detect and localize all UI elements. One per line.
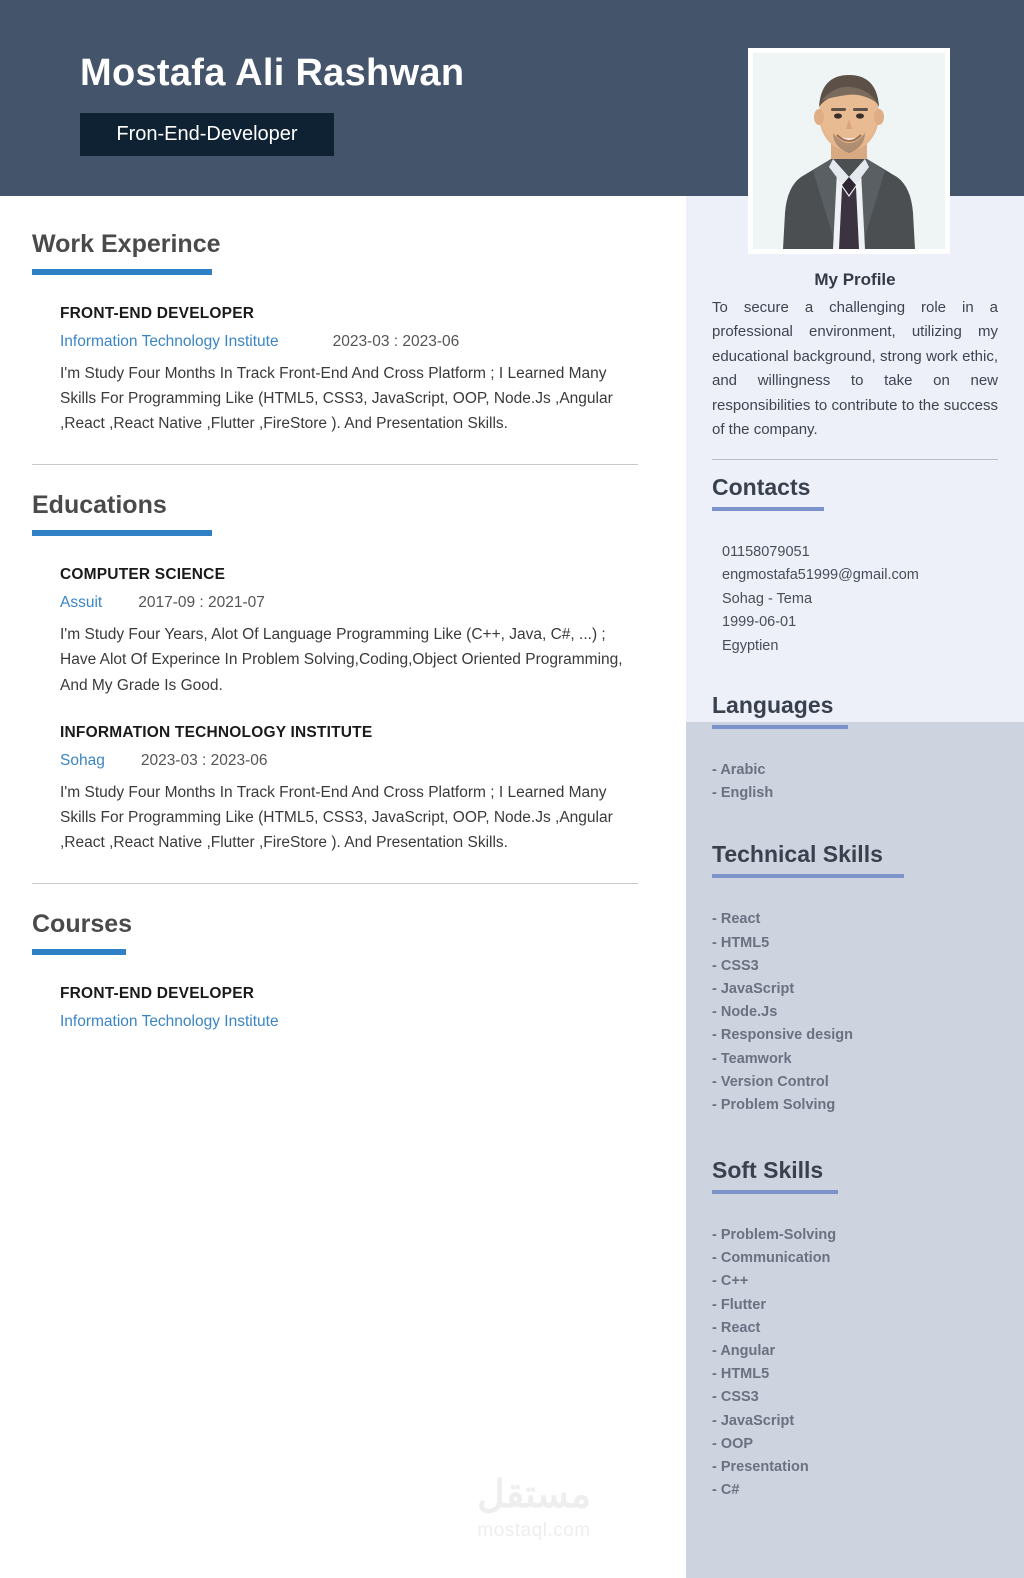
- section-rule-courses: [32, 949, 126, 955]
- section-rule-languages: [712, 725, 848, 729]
- list-item: - Communication: [712, 1250, 831, 1267]
- list-item: - React: [712, 911, 761, 928]
- technical-skills-list: [712, 908, 998, 1117]
- section-title-educations: Educations: [32, 491, 167, 520]
- section-title-soft-skills: Soft Skills: [712, 1157, 824, 1184]
- section-rule-technical-skills: [712, 874, 904, 878]
- avatar-illustration: [753, 53, 945, 249]
- section-rule-educations: [32, 530, 212, 536]
- watermark-arabic-logo: مستقل: [477, 1474, 591, 1516]
- contact-phone: 01158079051: [722, 543, 810, 560]
- course-entry-meta: [60, 1013, 638, 1031]
- section-divider: [32, 464, 638, 465]
- list-item: - JavaScript: [712, 980, 795, 997]
- list-item: - CSS3: [712, 1389, 759, 1406]
- page-title: Mostafa Ali Rashwan: [80, 52, 465, 94]
- list-item: - CSS3: [712, 957, 759, 974]
- list-item: - JavaScript: [712, 1412, 795, 1429]
- contact-email: engmostafa51999@gmail.com: [722, 567, 919, 584]
- section-work-experience: [32, 230, 638, 436]
- education-entry-description: I'm Study Four Months In Track Front-End And Cross Platform ; I Learned Many Skills For Programming Like (HTML5, CSS3, JavaScript, OOP, Node.Js ,Angular ,React ,React Native ,Flutter ,FireStore ). And Presentation Skills.: [60, 783, 613, 851]
- section-title-courses: Courses: [32, 909, 133, 938]
- education-entry-title: COMPUTER SCIENCE: [60, 566, 226, 584]
- list-item: - Node.Js: [712, 1004, 778, 1021]
- list-item: - C++: [712, 1273, 749, 1290]
- list-item: - C#: [712, 1482, 740, 1499]
- avatar: [753, 53, 945, 249]
- contact-location: Sohag - Tema: [722, 590, 813, 607]
- section-title-technical-skills: Technical Skills: [712, 841, 883, 868]
- education-entry: [32, 566, 638, 697]
- list-item: - HTML5: [712, 1366, 770, 1383]
- section-title-contacts: Contacts: [712, 473, 811, 500]
- section-educations: [32, 491, 638, 855]
- avatar-frame: [748, 48, 950, 254]
- main-content: [0, 196, 686, 1578]
- soft-skills-list: [712, 1224, 998, 1502]
- list-item: - Angular: [712, 1343, 776, 1360]
- work-entry-description: I'm Study Four Months In Track Front-End And Cross Platform ; I Learned Many Skills For Programming Like (HTML5, CSS3, JavaScript, OOP, Node.Js ,Angular ,React ,React Native ,Flutter ,FireStore ). And Presentation Skills.: [60, 365, 613, 433]
- education-entry-dates: 2023-03 : 2023-06: [140, 751, 268, 769]
- list-item: - English: [712, 785, 774, 802]
- education-entry-meta: [60, 594, 638, 612]
- list-item: - Flutter: [712, 1296, 766, 1313]
- section-title-languages: Languages: [712, 692, 834, 719]
- sidebar-content: [686, 196, 1024, 1578]
- work-entry-dates: 2023-03 : 2023-06: [332, 333, 460, 350]
- list-item: - HTML5: [712, 934, 770, 951]
- sidebar-inner: [686, 196, 1024, 1502]
- section-title-my-profile: My Profile: [814, 270, 896, 289]
- contact-nationality: Egyptien: [722, 637, 779, 654]
- watermark: [434, 1476, 634, 1542]
- list-item: - Arabic: [712, 762, 766, 779]
- education-entry-description: I'm Study Four Years, Alot Of Language Programming Like (C++, Java, C#, ...) ; Have Alot Of Experince In Problem Solving,Coding,Object Oriented Programming, And My Grade Is Good.: [60, 626, 623, 694]
- role-badge: Fron-End-Developer: [80, 113, 334, 156]
- course-entry-title: FRONT-END DEVELOPER: [60, 984, 255, 1002]
- work-entry: [32, 305, 638, 436]
- section-contacts: [712, 474, 998, 658]
- course-entry: [32, 985, 638, 1031]
- list-item: - Presentation: [712, 1458, 809, 1475]
- sidebar-divider: [712, 459, 998, 460]
- section-languages: [712, 658, 998, 805]
- list-item: - Problem-Solving: [712, 1227, 837, 1244]
- list-item: - OOP: [712, 1435, 754, 1452]
- header-banner: [0, 0, 686, 196]
- work-entry-org: Information Technology Institute: [60, 333, 279, 350]
- work-entry-meta: [60, 333, 638, 351]
- list-item: - Teamwork: [712, 1050, 792, 1067]
- education-entry: [32, 724, 638, 855]
- education-entry-org: Sohag: [60, 751, 105, 769]
- section-rule-soft-skills: [712, 1190, 838, 1194]
- section-courses: [32, 910, 638, 1031]
- work-entry-title: FRONT-END DEVELOPER: [60, 305, 255, 322]
- section-rule-work: [32, 269, 212, 275]
- section-rule-contacts: [712, 507, 824, 511]
- contact-birthdate: 1999-06-01: [722, 614, 797, 631]
- my-profile-text: To secure a challenging role in a professional environment, utilizing my educational background, strong work ethic, and willingness to take on new responsibilities to contribute to the success of the company.: [712, 299, 998, 439]
- list-item: - Version Control: [712, 1073, 829, 1090]
- section-divider: [32, 883, 638, 884]
- section-title-work: Work Experince: [32, 230, 221, 258]
- education-entry-dates: 2017-09 : 2021-07: [138, 594, 265, 612]
- languages-list: [712, 759, 998, 805]
- education-entry-meta: [60, 752, 638, 770]
- education-entry-org: Assuit: [60, 594, 103, 612]
- contacts-list: [712, 541, 998, 658]
- section-technical-skills: [712, 805, 998, 1117]
- list-item: - React: [712, 1319, 761, 1336]
- course-entry-org: Information Technology Institute: [60, 1012, 279, 1030]
- education-entry-title: INFORMATION TECHNOLOGY INSTITUTE: [60, 723, 373, 741]
- list-item: - Problem Solving: [712, 1096, 836, 1113]
- section-soft-skills: [712, 1117, 998, 1502]
- list-item: - Responsive design: [712, 1027, 854, 1044]
- watermark-domain: mostaql.com: [477, 1520, 591, 1541]
